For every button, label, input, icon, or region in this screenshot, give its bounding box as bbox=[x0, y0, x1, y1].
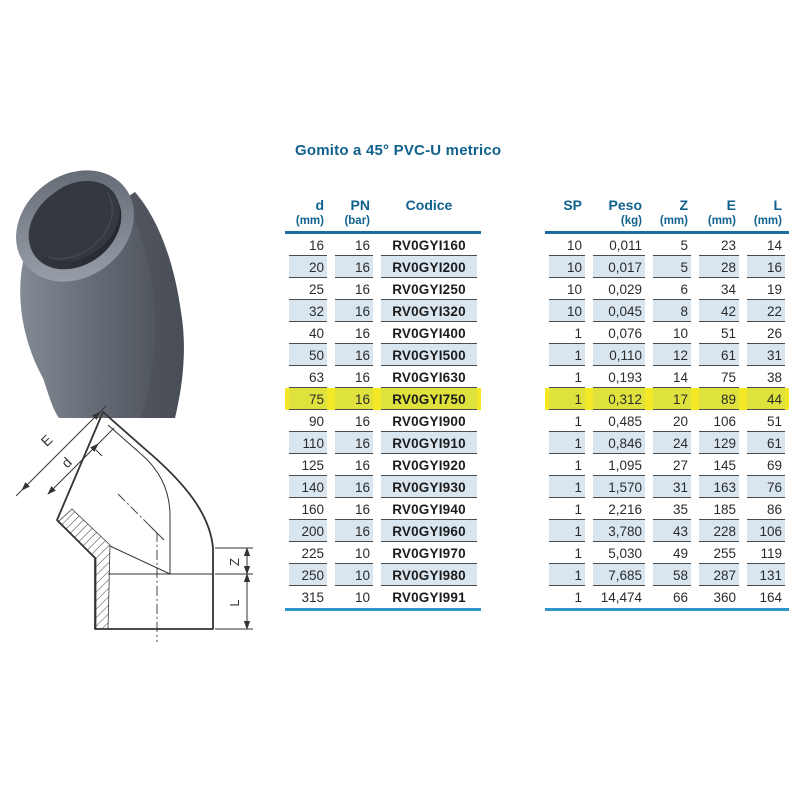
cell-l: 22 bbox=[743, 300, 789, 322]
table-left-body bbox=[285, 233, 481, 610]
cell-d: 32 bbox=[285, 300, 331, 322]
cell-l: 14 bbox=[743, 233, 789, 257]
table-row bbox=[545, 542, 789, 564]
cell-sp: 1 bbox=[545, 476, 589, 498]
table-row-highlighted bbox=[545, 388, 789, 410]
cell-d: 40 bbox=[285, 322, 331, 344]
table-row bbox=[545, 498, 789, 520]
cell-peso: 1,095 bbox=[589, 454, 649, 476]
cell-z: 66 bbox=[672, 590, 688, 605]
elbow-dimension-sketch bbox=[10, 398, 260, 658]
dim-label-e: E bbox=[37, 431, 56, 450]
column-header-l: L bbox=[773, 197, 782, 213]
cell-z: 20 bbox=[649, 410, 695, 432]
cell-e: 28 bbox=[695, 256, 743, 278]
cell-d: 125 bbox=[285, 454, 331, 476]
column-header-sp: SP bbox=[563, 197, 582, 213]
cell-pn: 16 bbox=[331, 278, 377, 300]
cell-peso: 7,685 bbox=[589, 564, 649, 586]
cell-l: 31 bbox=[743, 344, 789, 366]
cell-e: 360 bbox=[713, 590, 736, 605]
cell-z: 6 bbox=[649, 278, 695, 300]
cell-e: 255 bbox=[695, 542, 743, 564]
cell-pn: 10 bbox=[354, 590, 370, 605]
cell-codice: RV0GYI160 bbox=[377, 233, 481, 257]
column-header-sp bbox=[545, 214, 589, 233]
cell-codice: RV0GYI970 bbox=[377, 542, 481, 564]
cell-d: 225 bbox=[285, 542, 331, 564]
cell-e: 75 bbox=[695, 366, 743, 388]
cell-pn: 16 bbox=[331, 520, 377, 542]
cell-sp: 1 bbox=[545, 410, 589, 432]
column-header-z: (mm) bbox=[649, 214, 695, 233]
cell-z: 49 bbox=[649, 542, 695, 564]
cell-peso: 1,570 bbox=[589, 476, 649, 498]
cell-l: 119 bbox=[743, 542, 789, 564]
table-left-header bbox=[285, 197, 481, 233]
cell-d: 110 bbox=[285, 432, 331, 454]
cell-e: 129 bbox=[695, 432, 743, 454]
cell-e: 287 bbox=[695, 564, 743, 586]
dim-label-z: Z bbox=[227, 558, 242, 566]
cell-l: 69 bbox=[743, 454, 789, 476]
cell-sp: 10 bbox=[545, 300, 589, 322]
table-row bbox=[545, 233, 789, 257]
column-units-row bbox=[545, 214, 789, 233]
dim-label-d: d bbox=[58, 454, 75, 471]
cell-pn: 16 bbox=[331, 476, 377, 498]
cell-codice: RV0GYI900 bbox=[377, 410, 481, 432]
cell-codice: RV0GYI910 bbox=[377, 432, 481, 454]
cell-e: 106 bbox=[695, 410, 743, 432]
cell-codice: RV0GYI920 bbox=[377, 454, 481, 476]
column-units-row bbox=[285, 214, 481, 233]
cell-pn: 16 bbox=[331, 366, 377, 388]
cell-sp: 10 bbox=[545, 233, 589, 257]
table-left-section bbox=[285, 197, 481, 611]
cell-l: 44 bbox=[743, 388, 789, 410]
table-row bbox=[545, 366, 789, 388]
column-header-peso: (kg) bbox=[589, 214, 649, 233]
cell-z: 43 bbox=[649, 520, 695, 542]
cell-sp: 10 bbox=[545, 278, 589, 300]
cell-d: 75 bbox=[285, 388, 331, 410]
cell-d: 250 bbox=[285, 564, 331, 586]
cell-sp: 1 bbox=[545, 322, 589, 344]
cell-pn: 16 bbox=[331, 454, 377, 476]
cell-sp: 1 bbox=[545, 498, 589, 520]
elbow-photo-illustration bbox=[13, 150, 191, 418]
cell-d: 20 bbox=[285, 256, 331, 278]
cell-peso: 0,110 bbox=[589, 344, 649, 366]
table-row bbox=[285, 520, 481, 542]
table-row bbox=[285, 322, 481, 344]
cell-pn: 16 bbox=[331, 300, 377, 322]
cell-d: 50 bbox=[285, 344, 331, 366]
cell-sp: 1 bbox=[545, 564, 589, 586]
dim-label-l: L bbox=[227, 599, 242, 607]
column-header-pn: PN bbox=[350, 197, 370, 213]
cell-z: 24 bbox=[649, 432, 695, 454]
column-labels-row bbox=[545, 197, 789, 214]
table-row bbox=[545, 432, 789, 454]
cell-z: 12 bbox=[649, 344, 695, 366]
column-header-z: Z bbox=[679, 197, 688, 213]
cell-d: 25 bbox=[285, 278, 331, 300]
table-right-body bbox=[545, 233, 789, 610]
table-row bbox=[285, 300, 481, 322]
cell-codice: RV0GYI940 bbox=[377, 498, 481, 520]
cell-pn: 16 bbox=[331, 256, 377, 278]
table-row bbox=[285, 454, 481, 476]
cell-d: 160 bbox=[285, 498, 331, 520]
cell-pn: 16 bbox=[331, 233, 377, 257]
cell-pn: 16 bbox=[331, 410, 377, 432]
cell-z: 27 bbox=[649, 454, 695, 476]
cell-codice: RV0GYI630 bbox=[377, 366, 481, 388]
cell-l: 76 bbox=[743, 476, 789, 498]
cell-l: 26 bbox=[743, 322, 789, 344]
cell-peso: 0,017 bbox=[589, 256, 649, 278]
column-header-e: (mm) bbox=[695, 214, 743, 233]
cell-e: 42 bbox=[695, 300, 743, 322]
column-header-codice: Codice bbox=[405, 197, 453, 213]
table-row bbox=[285, 256, 481, 278]
cell-e: 51 bbox=[695, 322, 743, 344]
cell-e: 61 bbox=[695, 344, 743, 366]
column-header-d: (mm) bbox=[285, 214, 331, 233]
table-row bbox=[285, 366, 481, 388]
cell-codice: RV0GYI320 bbox=[377, 300, 481, 322]
cell-l: 61 bbox=[743, 432, 789, 454]
table-row bbox=[285, 344, 481, 366]
table-row bbox=[285, 233, 481, 257]
cell-peso: 0,485 bbox=[589, 410, 649, 432]
cell-codice: RV0GYI400 bbox=[377, 322, 481, 344]
table-row bbox=[285, 498, 481, 520]
cell-l: 86 bbox=[743, 498, 789, 520]
column-header-l: (mm) bbox=[743, 214, 789, 233]
cell-peso: 0,045 bbox=[589, 300, 649, 322]
cell-codice: RV0GYI960 bbox=[377, 520, 481, 542]
cell-codice: RV0GYI991 bbox=[392, 590, 466, 605]
column-header-e: E bbox=[726, 197, 736, 213]
table-row bbox=[285, 586, 481, 610]
cell-l: 106 bbox=[743, 520, 789, 542]
cell-peso: 14,474 bbox=[600, 590, 642, 605]
table-row bbox=[545, 256, 789, 278]
cell-z: 17 bbox=[649, 388, 695, 410]
cell-sp: 1 bbox=[545, 366, 589, 388]
page-title: Gomito a 45° PVC-U metrico bbox=[295, 142, 502, 159]
cell-e: 163 bbox=[695, 476, 743, 498]
cell-codice: RV0GYI930 bbox=[377, 476, 481, 498]
cell-peso: 0,011 bbox=[589, 233, 649, 257]
cell-z: 5 bbox=[649, 256, 695, 278]
cell-pn: 16 bbox=[331, 344, 377, 366]
table-row bbox=[545, 564, 789, 586]
cell-z: 31 bbox=[649, 476, 695, 498]
cell-peso: 0,076 bbox=[589, 322, 649, 344]
column-header-pn: (bar) bbox=[331, 214, 377, 233]
table-row bbox=[285, 278, 481, 300]
cell-d: 200 bbox=[285, 520, 331, 542]
cell-sp: 1 bbox=[545, 542, 589, 564]
cell-l: 16 bbox=[743, 256, 789, 278]
cell-sp: 1 bbox=[545, 344, 589, 366]
table-row bbox=[545, 300, 789, 322]
table-row bbox=[285, 410, 481, 432]
column-labels-row bbox=[285, 197, 481, 214]
cell-z: 5 bbox=[649, 233, 695, 257]
column-header-d: d bbox=[315, 197, 324, 213]
cell-codice: RV0GYI750 bbox=[377, 388, 481, 410]
cell-pn: 16 bbox=[331, 388, 377, 410]
cell-e: 89 bbox=[695, 388, 743, 410]
cell-d: 90 bbox=[285, 410, 331, 432]
cell-pn: 10 bbox=[331, 564, 377, 586]
cell-codice: RV0GYI980 bbox=[377, 564, 481, 586]
cell-d: 63 bbox=[285, 366, 331, 388]
cell-pn: 16 bbox=[331, 432, 377, 454]
cell-peso: 0,029 bbox=[589, 278, 649, 300]
table-row bbox=[545, 586, 789, 610]
cell-sp: 1 bbox=[545, 520, 589, 542]
cell-peso: 5,030 bbox=[589, 542, 649, 564]
cell-peso: 0,312 bbox=[589, 388, 649, 410]
cell-l: 51 bbox=[743, 410, 789, 432]
table-row bbox=[545, 344, 789, 366]
cell-peso: 0,846 bbox=[589, 432, 649, 454]
table-row bbox=[545, 476, 789, 498]
table-row-highlighted bbox=[285, 388, 481, 410]
cell-l: 19 bbox=[743, 278, 789, 300]
cell-e: 185 bbox=[695, 498, 743, 520]
cell-z: 35 bbox=[649, 498, 695, 520]
cell-d: 140 bbox=[285, 476, 331, 498]
cell-pn: 16 bbox=[331, 498, 377, 520]
cell-sp: 1 bbox=[545, 388, 589, 410]
cell-codice: RV0GYI250 bbox=[377, 278, 481, 300]
cell-sp: 1 bbox=[545, 454, 589, 476]
cell-z: 14 bbox=[649, 366, 695, 388]
cell-d: 315 bbox=[301, 590, 324, 605]
product-photo bbox=[13, 150, 191, 418]
cell-sp: 1 bbox=[545, 432, 589, 454]
table-right-header bbox=[545, 197, 789, 233]
cell-l: 164 bbox=[759, 590, 782, 605]
specification-table bbox=[285, 197, 789, 611]
cell-peso: 0,193 bbox=[589, 366, 649, 388]
cell-peso: 2,216 bbox=[589, 498, 649, 520]
cell-sp: 10 bbox=[545, 256, 589, 278]
cell-z: 10 bbox=[649, 322, 695, 344]
column-header-peso: Peso bbox=[608, 197, 642, 213]
table-row bbox=[545, 278, 789, 300]
table-row bbox=[545, 322, 789, 344]
cell-e: 145 bbox=[695, 454, 743, 476]
cell-e: 34 bbox=[695, 278, 743, 300]
cell-l: 131 bbox=[743, 564, 789, 586]
table-row bbox=[285, 432, 481, 454]
cell-l: 38 bbox=[743, 366, 789, 388]
table-right-section bbox=[545, 197, 789, 611]
cell-codice: RV0GYI200 bbox=[377, 256, 481, 278]
cell-codice: RV0GYI500 bbox=[377, 344, 481, 366]
table-row bbox=[285, 564, 481, 586]
technical-drawing bbox=[10, 398, 260, 658]
cell-z: 8 bbox=[649, 300, 695, 322]
table-row bbox=[285, 476, 481, 498]
cell-sp: 1 bbox=[574, 590, 582, 605]
cell-e: 23 bbox=[695, 233, 743, 257]
column-header-codice bbox=[377, 214, 481, 233]
table-row bbox=[545, 454, 789, 476]
table-row bbox=[545, 520, 789, 542]
table-row bbox=[285, 542, 481, 564]
cell-pn: 16 bbox=[331, 322, 377, 344]
cell-peso: 3,780 bbox=[589, 520, 649, 542]
table-row bbox=[545, 410, 789, 432]
cell-d: 16 bbox=[285, 233, 331, 257]
cell-pn: 10 bbox=[331, 542, 377, 564]
cell-z: 58 bbox=[649, 564, 695, 586]
cell-e: 228 bbox=[695, 520, 743, 542]
